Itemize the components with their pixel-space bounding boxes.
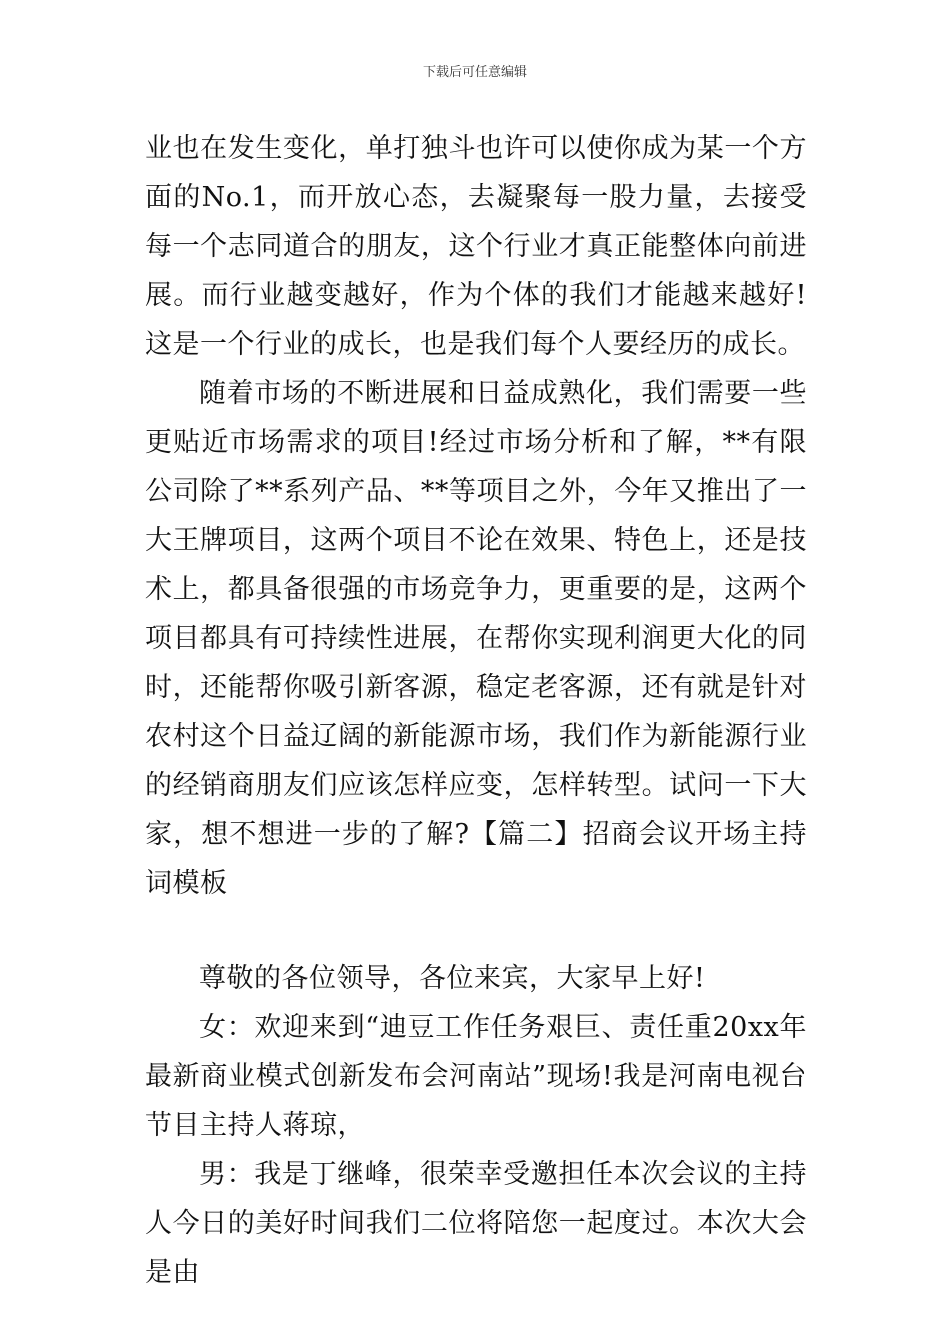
paragraph-gap bbox=[145, 908, 807, 954]
page-header: 下载后可任意编辑 bbox=[422, 65, 527, 80]
paragraph-5: 男：我是丁继峰，很荣幸受邀担任本次会议的主持人今日的美好时间我们二位将陪您一起度过。本次大会是由 bbox=[145, 1159, 807, 1288]
paragraph-1: 业也在发生变化，单打独斗也许可以使你成为某一个方面的No.1，而开放心态，去凝聚每一股力量，去接受每一个志同道合的朋友，这个行业才真正能整体向前进展。而行业越变越好，作为个体的我们才能越来越好!这是一个行业的成长，也是我们每个人要经历的成长。 bbox=[145, 133, 807, 360]
document-body bbox=[145, 124, 807, 1297]
paragraph-2: 随着市场的不断进展和日益成熟化，我们需要一些更贴近市场需求的项目!经过市场分析和了解，**有限公司除了**系列产品、**等项目之外，今年又推出了一大王牌项目，这两个项目不论在效果、特色上，还是技术上，都具备很强的市场竞争力，更重要的是，这两个项目都具有可持续性进展，在帮你实现利润更大化的同时，还能帮你吸引新客源，稳定老客源，还有就是针对农村这个日益辽阔的新能源市场，我们作为新能源行业的经销商朋友们应该怎样应变，怎样转型。试问一下大家，想不想进一步的了解?【篇二】招商会议开场主持词模板 bbox=[145, 378, 807, 899]
paragraph-4: 女：欢迎来到“迪豆工作任务艰巨、责任重20xx年最新商业模式创新发布会河南站”现场!我是河南电视台节目主持人蒋琼， bbox=[145, 1012, 807, 1141]
paragraph-3: 尊敬的各位领导，各位来宾，大家早上好! bbox=[199, 963, 706, 994]
